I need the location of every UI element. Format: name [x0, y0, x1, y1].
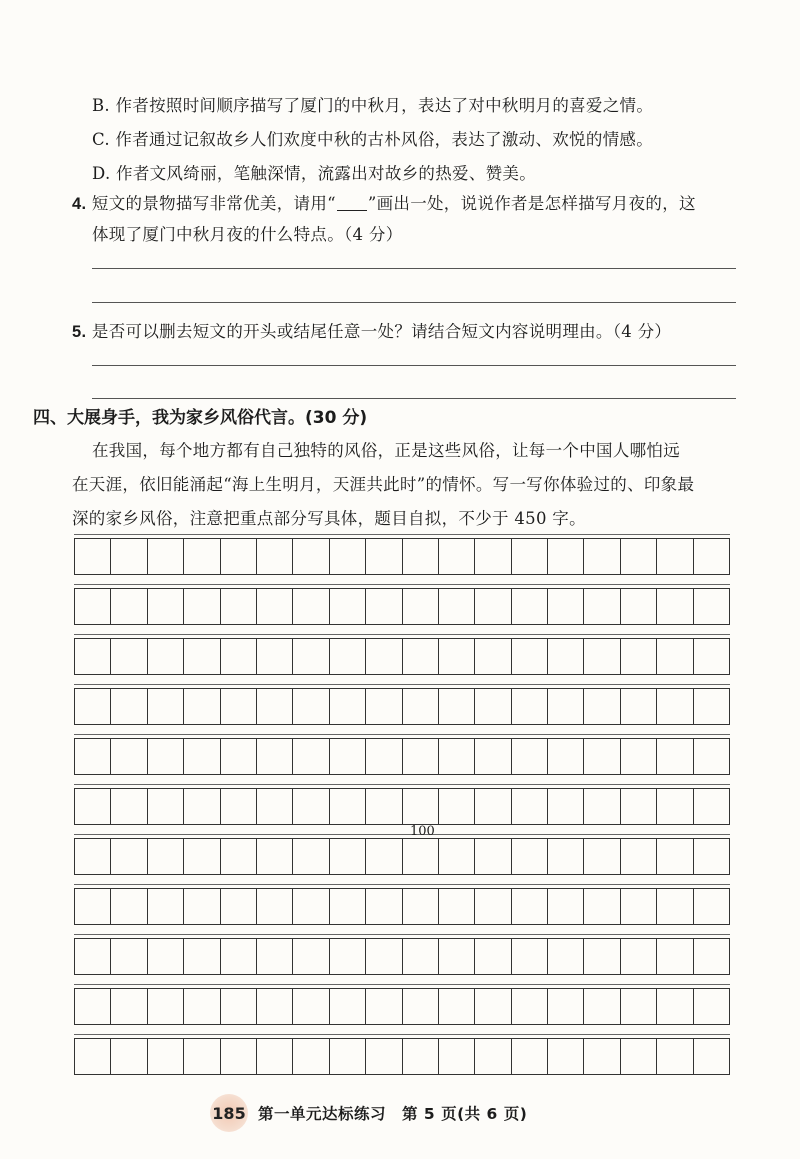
answer-line-q4-1[interactable]	[92, 268, 736, 269]
grid-cell[interactable]	[366, 689, 402, 724]
writing-grid[interactable]	[74, 538, 732, 1088]
grid-cell[interactable]	[403, 589, 439, 624]
grid-cell[interactable]	[584, 889, 620, 924]
grid-cell[interactable]	[403, 789, 439, 824]
grid-cell[interactable]	[257, 739, 293, 774]
question-5-number: 5.	[72, 323, 87, 341]
grid-cell[interactable]	[512, 939, 548, 974]
grid-cell[interactable]	[475, 789, 511, 824]
section-4-para-line2: 在天涯，依旧能涌起“海上生明月，天涯共此时”的情怀。写一写你体验过的、印象最	[72, 475, 695, 494]
grid-cell[interactable]	[75, 789, 111, 824]
grid-cell[interactable]	[221, 639, 257, 674]
grid-cell[interactable]	[439, 539, 475, 574]
answer-line-q5-2[interactable]	[92, 398, 736, 399]
answer-line-q5-1[interactable]	[92, 365, 736, 366]
grid-cell[interactable]	[184, 539, 220, 574]
grid-cell[interactable]	[111, 689, 147, 724]
grid-cell[interactable]	[621, 839, 657, 874]
grid-cell[interactable]	[694, 689, 729, 724]
grid-cell[interactable]	[657, 989, 693, 1024]
grid-cell[interactable]	[221, 989, 257, 1024]
grid-cell[interactable]	[439, 689, 475, 724]
grid-cell[interactable]	[475, 989, 511, 1024]
grid-cell[interactable]	[621, 1039, 657, 1074]
grid-cell[interactable]	[184, 689, 220, 724]
grid-cell[interactable]	[75, 589, 111, 624]
grid-cell[interactable]	[148, 639, 184, 674]
grid-cell[interactable]	[512, 689, 548, 724]
grid-cell[interactable]	[148, 939, 184, 974]
grid-cell[interactable]	[475, 1039, 511, 1074]
grid-cell[interactable]	[548, 839, 584, 874]
grid-cell[interactable]	[257, 839, 293, 874]
page-footer	[210, 1094, 527, 1132]
grid-cell[interactable]	[366, 739, 402, 774]
grid-cell[interactable]	[439, 989, 475, 1024]
grid-cell[interactable]	[512, 839, 548, 874]
grid-cell[interactable]	[75, 539, 111, 574]
grid-row	[74, 688, 730, 725]
grid-cell[interactable]	[330, 1039, 366, 1074]
grid-cell[interactable]	[366, 589, 402, 624]
grid-cell[interactable]	[257, 589, 293, 624]
grid-cell[interactable]	[584, 939, 620, 974]
grid-row	[74, 938, 730, 975]
grid-cell[interactable]	[548, 989, 584, 1024]
grid-cell[interactable]	[512, 789, 548, 824]
grid-cell[interactable]	[657, 689, 693, 724]
grid-cell[interactable]	[403, 539, 439, 574]
grid-cell[interactable]	[548, 789, 584, 824]
question-4-text-after: ”画出一处，说说作者是怎样描写月夜的，这	[367, 194, 696, 213]
grid-cell[interactable]	[148, 1039, 184, 1074]
grid-cell[interactable]	[657, 539, 693, 574]
grid-cell[interactable]	[111, 739, 147, 774]
grid-cell[interactable]	[439, 839, 475, 874]
grid-cell[interactable]	[694, 789, 729, 824]
grid-cell[interactable]	[111, 639, 147, 674]
grid-cell[interactable]	[221, 1039, 257, 1074]
grid-cell[interactable]	[111, 589, 147, 624]
grid-cell[interactable]	[330, 839, 366, 874]
grid-cell[interactable]	[293, 589, 329, 624]
grid-cell[interactable]	[293, 739, 329, 774]
grid-cell[interactable]	[439, 589, 475, 624]
grid-cell[interactable]	[548, 939, 584, 974]
answer-line-q4-2[interactable]	[92, 302, 736, 303]
grid-cell[interactable]	[75, 889, 111, 924]
grid-cell[interactable]	[366, 839, 402, 874]
grid-cell[interactable]	[75, 989, 111, 1024]
grid-cell[interactable]	[621, 939, 657, 974]
grid-cell[interactable]	[403, 939, 439, 974]
section-4-title: 四、大展身手，我为家乡风俗代言。(30 分)	[33, 408, 368, 428]
grid-cell[interactable]	[584, 789, 620, 824]
question-4-text-before: 短文的景物描写非常优美，请用“	[91, 194, 336, 213]
grid-cell[interactable]	[657, 889, 693, 924]
section-4-para-line3: 深的家乡风俗，注意把重点部分写具体，题目自拟，不少于 450 字。	[72, 509, 586, 528]
grid-cell[interactable]	[366, 939, 402, 974]
grid-cell[interactable]	[293, 939, 329, 974]
grid-cell[interactable]	[184, 989, 220, 1024]
grid-cell[interactable]	[366, 539, 402, 574]
question-4-number: 4.	[72, 195, 87, 213]
grid-cell[interactable]	[512, 1039, 548, 1074]
grid-cell[interactable]	[148, 589, 184, 624]
grid-cell[interactable]	[330, 889, 366, 924]
grid-cell[interactable]	[75, 739, 111, 774]
grid-cell[interactable]	[475, 539, 511, 574]
grid-cell[interactable]	[257, 939, 293, 974]
grid-cell[interactable]	[148, 789, 184, 824]
question-4	[72, 190, 696, 214]
grid-cell[interactable]	[330, 939, 366, 974]
grid-cell[interactable]	[657, 639, 693, 674]
grid-cell[interactable]	[148, 889, 184, 924]
grid-row	[74, 888, 730, 925]
grid-cell[interactable]	[512, 989, 548, 1024]
grid-cell[interactable]	[439, 789, 475, 824]
grid-cell[interactable]	[403, 1039, 439, 1074]
grid-cell[interactable]	[548, 689, 584, 724]
grid-cell[interactable]	[257, 639, 293, 674]
grid-cell[interactable]	[111, 989, 147, 1024]
grid-cell[interactable]	[403, 889, 439, 924]
grid-cell[interactable]	[221, 889, 257, 924]
grid-cell[interactable]	[403, 639, 439, 674]
grid-cell[interactable]	[330, 689, 366, 724]
question-4-line2: 体现了厦门中秋月夜的什么特点。（4 分）	[92, 225, 403, 244]
grid-cell[interactable]	[293, 789, 329, 824]
grid-cell[interactable]	[184, 639, 220, 674]
grid-cell[interactable]	[439, 889, 475, 924]
grid-row	[74, 588, 730, 625]
grid-cell[interactable]	[621, 889, 657, 924]
grid-cell[interactable]	[475, 639, 511, 674]
grid-cell[interactable]	[657, 739, 693, 774]
grid-cell[interactable]	[548, 889, 584, 924]
grid-cell[interactable]	[257, 689, 293, 724]
grid-cell[interactable]	[548, 589, 584, 624]
grid-cell[interactable]	[221, 739, 257, 774]
grid-cell[interactable]	[475, 739, 511, 774]
grid-cell[interactable]	[221, 839, 257, 874]
grid-cell[interactable]	[512, 739, 548, 774]
grid-cell[interactable]	[475, 889, 511, 924]
grid-cell[interactable]	[621, 639, 657, 674]
grid-cell[interactable]	[403, 839, 439, 874]
grid-cell[interactable]	[221, 539, 257, 574]
grid-cell[interactable]	[257, 1039, 293, 1074]
grid-cell[interactable]	[330, 639, 366, 674]
grid-cell[interactable]	[548, 739, 584, 774]
grid-cell[interactable]	[621, 789, 657, 824]
grid-cell[interactable]	[184, 739, 220, 774]
grid-cell[interactable]	[657, 789, 693, 824]
grid-cell[interactable]	[330, 739, 366, 774]
grid-cell[interactable]	[512, 539, 548, 574]
grid-cell[interactable]	[330, 539, 366, 574]
grid-cell[interactable]	[694, 839, 729, 874]
grid-cell[interactable]	[657, 589, 693, 624]
grid-cell[interactable]	[148, 839, 184, 874]
grid-cell[interactable]	[621, 539, 657, 574]
grid-cell[interactable]	[111, 939, 147, 974]
grid-cell[interactable]	[148, 739, 184, 774]
grid-cell[interactable]	[111, 889, 147, 924]
grid-cell[interactable]	[257, 889, 293, 924]
grid-row	[74, 638, 730, 675]
grid-cell[interactable]	[621, 689, 657, 724]
grid-cell[interactable]	[475, 939, 511, 974]
grid-cell[interactable]	[293, 839, 329, 874]
grid-cell[interactable]	[111, 539, 147, 574]
page-number-badge: 185	[210, 1094, 248, 1132]
grid-cell[interactable]	[293, 1039, 329, 1074]
grid-cell[interactable]	[293, 689, 329, 724]
grid-cell[interactable]	[75, 1039, 111, 1074]
grid-cell[interactable]	[584, 739, 620, 774]
grid-cell[interactable]	[694, 889, 729, 924]
grid-cell[interactable]	[694, 539, 729, 574]
option-d: D. 作者文风绮丽，笔触深情，流露出对故乡的热爱、赞美。	[92, 164, 537, 183]
grid-cell[interactable]	[621, 739, 657, 774]
grid-row	[74, 838, 730, 875]
grid-cell[interactable]	[111, 789, 147, 824]
grid-cell[interactable]	[694, 639, 729, 674]
grid-cell[interactable]	[621, 989, 657, 1024]
grid-cell[interactable]	[148, 689, 184, 724]
grid-cell[interactable]	[221, 689, 257, 724]
grid-cell[interactable]	[584, 1039, 620, 1074]
grid-cell[interactable]	[366, 1039, 402, 1074]
grid-cell[interactable]	[694, 939, 729, 974]
grid-cell[interactable]	[694, 989, 729, 1024]
grid-cell[interactable]	[439, 739, 475, 774]
question-5	[72, 318, 671, 342]
grid-cell[interactable]	[584, 589, 620, 624]
grid-cell[interactable]	[657, 1039, 693, 1074]
grid-cell[interactable]	[584, 539, 620, 574]
question-5-text: 是否可以删去短文的开头或结尾任意一处？请结合短文内容说明理由。（4 分）	[91, 322, 672, 341]
grid-cell[interactable]	[330, 989, 366, 1024]
grid-cell[interactable]	[512, 639, 548, 674]
word-count-mark: 100	[410, 824, 435, 839]
grid-cell[interactable]	[548, 639, 584, 674]
grid-row	[74, 738, 730, 775]
grid-cell[interactable]	[475, 689, 511, 724]
grid-cell[interactable]	[366, 889, 402, 924]
grid-cell[interactable]	[512, 589, 548, 624]
grid-cell[interactable]	[366, 789, 402, 824]
grid-cell[interactable]	[148, 539, 184, 574]
grid-cell[interactable]	[75, 689, 111, 724]
grid-cell[interactable]	[584, 639, 620, 674]
grid-cell[interactable]	[293, 539, 329, 574]
grid-cell[interactable]	[512, 889, 548, 924]
grid-cell[interactable]	[75, 839, 111, 874]
grid-cell[interactable]	[584, 839, 620, 874]
grid-cell[interactable]	[657, 839, 693, 874]
grid-cell[interactable]	[184, 589, 220, 624]
grid-cell[interactable]	[75, 939, 111, 974]
grid-cell[interactable]	[293, 639, 329, 674]
grid-cell[interactable]	[257, 789, 293, 824]
grid-cell[interactable]	[694, 739, 729, 774]
grid-cell[interactable]	[221, 939, 257, 974]
grid-row	[74, 538, 730, 575]
grid-cell[interactable]	[403, 989, 439, 1024]
grid-row	[74, 788, 730, 825]
grid-cell[interactable]	[439, 1039, 475, 1074]
grid-cell[interactable]	[366, 639, 402, 674]
grid-cell[interactable]	[184, 1039, 220, 1074]
grid-cell[interactable]	[257, 539, 293, 574]
grid-cell[interactable]	[657, 939, 693, 974]
grid-cell[interactable]	[439, 939, 475, 974]
grid-cell[interactable]	[584, 689, 620, 724]
grid-cell[interactable]	[584, 989, 620, 1024]
grid-cell[interactable]	[184, 889, 220, 924]
grid-cell[interactable]	[403, 739, 439, 774]
grid-cell[interactable]	[293, 889, 329, 924]
grid-cell[interactable]	[221, 789, 257, 824]
grid-cell[interactable]	[621, 589, 657, 624]
grid-cell[interactable]	[111, 1039, 147, 1074]
footer-text: 第一单元达标练习 第 5 页(共 6 页)	[258, 1105, 528, 1123]
section-4-para-line1: 在我国，每个地方都有自己独特的风俗，正是这些风俗，让每一个中国人哪怕远	[92, 441, 680, 460]
option-c: C. 作者通过记叙故乡人们欢度中秋的古朴风俗，表达了激动、欢悦的情感。	[92, 130, 654, 149]
grid-cell[interactable]	[148, 989, 184, 1024]
grid-cell[interactable]	[694, 589, 729, 624]
grid-cell[interactable]	[75, 639, 111, 674]
grid-cell[interactable]	[330, 589, 366, 624]
grid-cell[interactable]	[184, 939, 220, 974]
option-b: B. 作者按照时间顺序描写了厦门的中秋月，表达了对中秋明月的喜爱之情。	[92, 96, 654, 115]
grid-cell[interactable]	[184, 839, 220, 874]
grid-cell[interactable]	[475, 839, 511, 874]
grid-cell[interactable]	[548, 539, 584, 574]
grid-cell[interactable]	[694, 1039, 729, 1074]
grid-cell[interactable]	[293, 989, 329, 1024]
grid-row	[74, 988, 730, 1025]
grid-cell[interactable]	[403, 689, 439, 724]
grid-cell[interactable]	[111, 839, 147, 874]
grid-cell[interactable]	[366, 989, 402, 1024]
question-4-blank	[337, 194, 367, 212]
grid-cell[interactable]	[184, 789, 220, 824]
grid-cell[interactable]	[439, 639, 475, 674]
grid-cell[interactable]	[548, 1039, 584, 1074]
grid-cell[interactable]	[330, 789, 366, 824]
grid-cell[interactable]	[257, 989, 293, 1024]
grid-cell[interactable]	[221, 589, 257, 624]
grid-row	[74, 1038, 730, 1075]
grid-cell[interactable]	[475, 589, 511, 624]
